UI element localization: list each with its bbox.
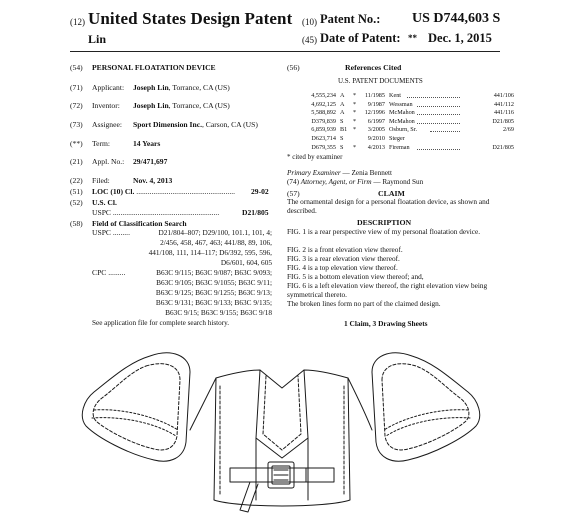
inventor-code: (72) <box>70 101 83 110</box>
uspc-label: USPC <box>92 208 111 217</box>
field-cpc-line: B63C 9/15; B63C 9/155; B63C 9/18 <box>165 308 272 317</box>
title-code: (54) <box>70 63 83 72</box>
ref-name: Fireman <box>389 143 410 151</box>
uscl-label: U.S. Cl. <box>92 198 117 207</box>
field-cpc-line: B63C 9/115; B63C 9/087; B63C 9/093; <box>156 268 272 277</box>
ref-star: * <box>353 92 357 99</box>
appl-code: (21) <box>70 157 83 166</box>
attorney-code: (74) <box>287 178 299 186</box>
date-code: (45) <box>302 35 317 45</box>
assignee-value <box>133 120 258 130</box>
ref-star: * <box>353 109 357 117</box>
field-uspc-line: D6/601, 604, 605 <box>220 258 272 267</box>
loc-dots: .................................................... <box>134 187 236 196</box>
uspc-line <box>92 208 242 218</box>
patent-no-value: US D744,603 S <box>412 11 501 26</box>
ref-class: D21/805 <box>492 143 514 151</box>
description-line: FIG. 6 is a left elevation view thereof, the right elevation view being symmetrical thereto. <box>287 281 488 299</box>
claim-code: (57) <box>287 189 300 198</box>
invention-title: PERSONAL FLOATATION DEVICE <box>92 63 216 72</box>
claim-title: CLAIM <box>378 189 405 198</box>
ref-star: * <box>353 100 357 108</box>
claim-text: The ornamental design for a personal floatation device, as shown and described. <box>287 197 490 215</box>
ref-number: 6,859,939 <box>311 126 336 134</box>
ref-number: 5,588,892 <box>311 109 336 117</box>
patent-no-code: (10) <box>302 17 317 27</box>
ref-kind: S <box>340 135 344 142</box>
ref-leader <box>407 92 460 98</box>
field-uspc-line: 2/456, 458, 467, 463; 441/88, 89, 106, <box>160 238 272 247</box>
date-value: Dec. 1, 2015 <box>428 31 492 45</box>
ref-kind: S <box>340 117 344 125</box>
ref-kind: B1 <box>340 126 348 134</box>
ref-name: Osburn, Sr. <box>389 126 418 134</box>
ref-name: McMahon <box>389 117 415 125</box>
ref-name: McMahon <box>389 109 415 117</box>
description-line: FIG. 3 is a rear elevation view thereof. <box>287 254 400 263</box>
ref-date: 9/1987 <box>367 100 385 108</box>
refs-title: References Cited <box>345 63 402 72</box>
description-line: FIG. 5 is a bottom elevation view thereof; and, <box>287 272 424 281</box>
ref-kind: A <box>340 92 345 99</box>
ref-number: D623,714 <box>311 135 336 142</box>
ref-date: 11/1985 <box>364 92 385 99</box>
floatation-device-drawing <box>80 350 510 516</box>
examiner-label: Primary Examiner <box>287 169 341 177</box>
ref-number: D379,839 <box>311 117 336 125</box>
inventor-value <box>133 101 230 111</box>
ref-leader <box>430 126 460 132</box>
field-cpc-line: B63C 9/125; B63C 9/1255; B63C 9/13; <box>155 288 272 297</box>
field-code: (58) <box>70 219 83 228</box>
patent-no-label: Patent No.: <box>320 12 381 26</box>
refs-code: (56) <box>287 63 300 72</box>
date-stars: ** <box>408 33 417 43</box>
appl-label: Appl. No.: <box>92 157 125 166</box>
uscl-code: (52) <box>70 198 83 207</box>
attorney-line <box>287 178 423 188</box>
inventor-name: Joseph Lin <box>133 101 169 110</box>
description-line: FIG. 4 is a top elevation view thereof. <box>287 263 398 272</box>
ref-leader <box>417 118 460 124</box>
ref-name: Kent <box>389 92 402 99</box>
vest-body <box>190 370 372 506</box>
ref-date: 6/1997 <box>367 117 385 125</box>
field-uspc-line: D21/804–807; D29/100, 101.1, 101, 4; <box>158 228 272 237</box>
us-docs-heading: U.S. PATENT DOCUMENTS <box>338 77 423 85</box>
loc-line <box>92 187 273 197</box>
ref-class: 2/69 <box>502 126 514 134</box>
assignee-name: Sport Dimension Inc. <box>133 120 202 129</box>
uspc-dots: ........................................................ <box>111 208 220 217</box>
assignee-code: (73) <box>70 120 83 129</box>
ref-class: 441/116 <box>493 109 514 117</box>
inventor-label: Inventor: <box>92 101 120 110</box>
ref-kind: A <box>340 109 345 117</box>
ref-kind: A <box>340 100 345 108</box>
ref-date: 4/2013 <box>367 143 385 151</box>
ref-number: 4,692,125 <box>311 100 336 108</box>
applicant-location: , Torrance, CA (US) <box>168 83 230 92</box>
right-arm-float <box>372 353 480 461</box>
ref-leader <box>417 109 460 115</box>
filed-label: Filed: <box>92 176 110 185</box>
claims-sheets-count: 1 Claim, 3 Drawing Sheets <box>344 319 428 328</box>
header-rule <box>70 51 500 52</box>
attorney-name: — Raymond Sun <box>371 178 424 186</box>
term-label: Term: <box>92 139 111 148</box>
ref-name: Wessman <box>389 100 413 108</box>
applicant-name: Joseph Lin <box>133 83 169 92</box>
ref-date: 3/2005 <box>367 126 385 134</box>
description-line: The broken lines form no part of the claimed design. <box>287 299 441 308</box>
appl-value: 29/471,697 <box>133 157 168 166</box>
applicant-label: Applicant: <box>92 83 125 92</box>
ref-star: * <box>353 117 357 125</box>
left-arm-float <box>82 353 190 461</box>
assignee-label: Assignee: <box>92 120 122 129</box>
header-inventor: Lin <box>88 32 107 46</box>
field-label: Field of Classification Search <box>92 219 187 228</box>
ref-class: 441/112 <box>493 100 514 108</box>
ref-star: * <box>353 143 357 151</box>
ref-leader <box>417 144 460 150</box>
field-cpc-line: B63C 9/131; B63C 9/133; B63C 9/135; <box>155 298 272 307</box>
applicant-value <box>133 83 230 93</box>
cited-by-note: * cited by examiner <box>287 153 343 161</box>
field-cpc-label: CPC ......... <box>92 268 126 277</box>
ref-kind: S <box>340 143 344 151</box>
see-application-note: See application file for complete search history. <box>92 319 230 327</box>
description-line: FIG. 2 is a front elevation view thereof. <box>287 245 403 254</box>
description-line: FIG. 1 is a rear perspective view of my personal floatation device. <box>287 227 481 236</box>
assignee-location: , Carson, CA (US) <box>202 120 258 129</box>
patent-type-title: United States Design Patent <box>88 9 293 28</box>
ref-number: D679,355 <box>311 143 336 151</box>
ref-date: 12/1996 <box>364 109 385 117</box>
loc-label: LOC (10) Cl. <box>92 187 135 196</box>
term-value: 14 Years <box>133 139 161 148</box>
loc-value: 29-02 <box>251 187 269 196</box>
filed-value: Nov. 4, 2013 <box>133 176 173 185</box>
field-cpc-line: B63C 9/105; B63C 9/1055; B63C 9/11; <box>156 278 272 287</box>
ref-date: 9/2010 <box>367 135 385 142</box>
field-uspc-label: USPC ......... <box>92 228 130 237</box>
ref-star: * <box>353 126 357 134</box>
description-title: DESCRIPTION <box>357 218 412 227</box>
examiner-name: — Zenia Bennett <box>340 169 392 177</box>
kind-code: (12) <box>70 17 85 27</box>
ref-class: 441/106 <box>493 92 514 99</box>
applicant-code: (71) <box>70 83 83 92</box>
filed-code: (22) <box>70 176 83 185</box>
term-code: (**) <box>70 139 83 148</box>
ref-class: D21/805 <box>492 117 514 125</box>
ref-name: Steger <box>389 135 405 142</box>
date-label: Date of Patent: <box>320 31 401 45</box>
ref-number: 4,555,234 <box>311 92 336 99</box>
inventor-location: , Torrance, CA (US) <box>168 101 230 110</box>
field-uspc-line: 441/108, 111, 114–117; D6/392, 595, 596, <box>148 248 272 257</box>
attorney-label: Attorney, Agent, or Firm <box>300 178 372 186</box>
loc-code: (51) <box>70 187 83 196</box>
uspc-value: D21/805 <box>242 208 269 217</box>
ref-leader <box>417 101 460 107</box>
